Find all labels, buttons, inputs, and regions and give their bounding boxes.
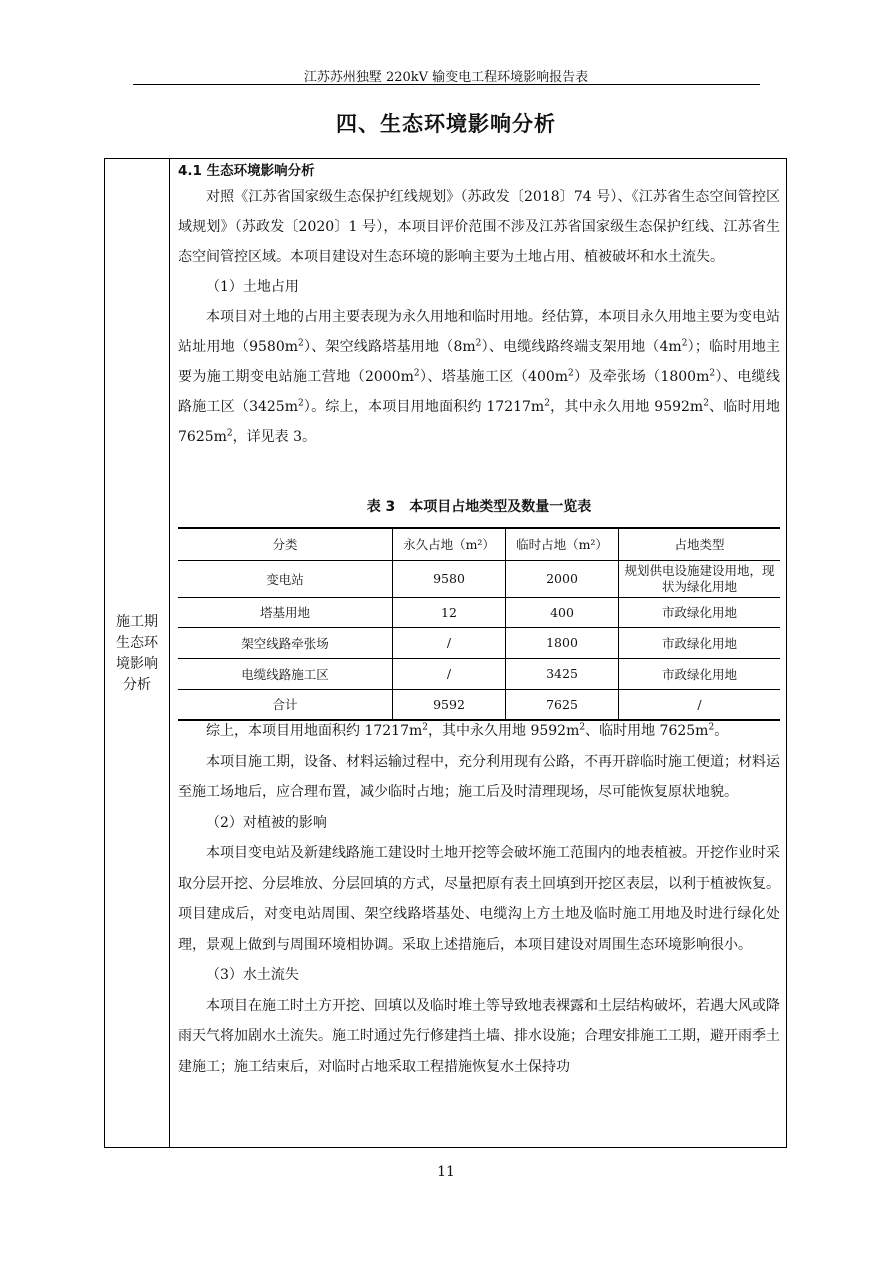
table-header-cell: 占地类型 [619,528,781,560]
table-cell: 合计 [178,689,393,720]
table-cell: 400 [506,597,619,627]
side-label-line: 施工期 [116,614,158,630]
table-row [178,597,780,627]
paragraph-soil-erosion: 本项目在施工时土方开挖、回填以及临时堆土等导致地表裸露和土层结构破坏，若遇大风或降雨天气将加剧水土流失。施工时通过先行修建挡土墙、排水设施；合理安排施工工期，避开雨季土建施工；施工结束后，对临时占地采取工程措施恢复水土保持功 [178,997,780,1075]
side-label-line: 境影响 [116,656,158,672]
table-cell: 1800 [506,627,619,658]
side-label-line: 生态环 [116,635,158,651]
paragraph-vegetation: 本项目变电站及新建线路施工建设时土地开挖等会破坏施工范围内的地表植被。开挖作业时采取分层开挖、分层堆放、分层回填的方式，尽量把原有表土回填到开挖区表层，以利于植被恢复。项目建成后，对变电站周围、架空线路塔基处、电缆沟上方土地及临时施工用地及时进行绿化处理，景观上做到与周围环境相协调。采取上述措施后，本项目建设对周围生态环境影响很小。 [178,845,780,953]
paragraph-intro: 对照《江苏省国家级生态保护红线规划》（苏政发〔2018〕74 号）、《江苏省生态空间管控区域规划》（苏政发〔2020〕1 号），本项目评价范围不涉及江苏省国家级生态保护红线、江苏省生态空间管控区域。本项目建设对生态环境的影响主要为土地占用、植被破坏和水土流失。 [178,189,780,265]
table-cell: 3425 [506,658,619,689]
land-use-table [178,527,780,721]
table-cell: 规划供电设施建设用地，现状为绿化用地 [619,560,781,597]
table-cell: / [393,658,506,689]
table-cell: 市政绿化用地 [619,627,781,658]
table-header-cell: 永久占地（m²） [393,528,506,560]
table-header-row [178,528,780,560]
table-cell: / [619,689,781,720]
table-header-cell: 临时占地（m²） [506,528,619,560]
table-cell: 9592 [393,689,506,720]
subheading-soil-erosion: （3）水土流失 [206,967,299,983]
subheading-vegetation: （2）对植被的影响 [206,814,327,831]
table-row [178,658,780,689]
page-title: 四、生态环境影响分析 [336,112,556,136]
main-content [178,160,780,452]
section-heading: 4.1 生态环境影响分析 [178,163,315,179]
table-cell: 市政绿化用地 [619,597,781,627]
table-cell: 架空线路牵张场 [178,627,393,658]
table-row [178,627,780,658]
table-cell: / [393,627,506,658]
side-label-line: 分析 [123,677,151,693]
paragraph-summary: 综上，本项目用地面积约 $17217m^2$，其中永久用地 $9592m^2$、临时用地 $7625m^2$。 [206,722,729,739]
paragraph-land-use: 本项目对土地的占用主要表现为永久用地和临时用地。经估算，本项目永久用地主要为变电站站址用地$(9580m^2)$、架空线路塔基用地$(8m^2)$、电缆线路终端支架用地$(4m^2)$；临时用地主要为施工期变电站施工营地$(2000m^2)$、塔基施工区$(400m^2)$及牵张场$(1800m^2)$、电缆线路施工区$(3425m^2)$。综上，本项目用地面积约 $17217m^2$，其中永久用地 $9592m^2$、临时用地 $7625m^2$，详见表 3。 [178,309,781,445]
table-header-cell: 分类 [178,528,393,560]
table-row [178,560,780,597]
page-number: 11 [437,1164,455,1180]
table-cell: 变电站 [178,560,393,597]
table-cell: 9580 [393,560,506,597]
table-cell: 12 [393,597,506,627]
paragraph-construction: 本项目施工期，设备、材料运输过程中，充分利用现有公路，不再开辟临时施工便道；材料运至施工场地后，应合理布置，减少临时占地；施工后及时清理现场，尽可能恢复原状地貌。 [178,753,780,800]
document-header: 江苏苏州独墅 220kV 输变电工程环境影响报告表 [303,70,589,85]
table-cell: 塔基用地 [178,597,393,627]
content-after-table [178,716,780,1082]
table-cell: 2000 [506,560,619,597]
table-title: 表 3 本项目占地类型及数量一览表 [366,499,592,515]
table-cell: 7625 [506,689,619,720]
header-rule [133,84,760,85]
table-cell: 电缆线路施工区 [178,658,393,689]
table-cell: 市政绿化用地 [619,658,781,689]
subheading-land-use: （1）土地占用 [206,279,299,295]
side-label [105,612,169,696]
frame-divider [169,158,170,1148]
